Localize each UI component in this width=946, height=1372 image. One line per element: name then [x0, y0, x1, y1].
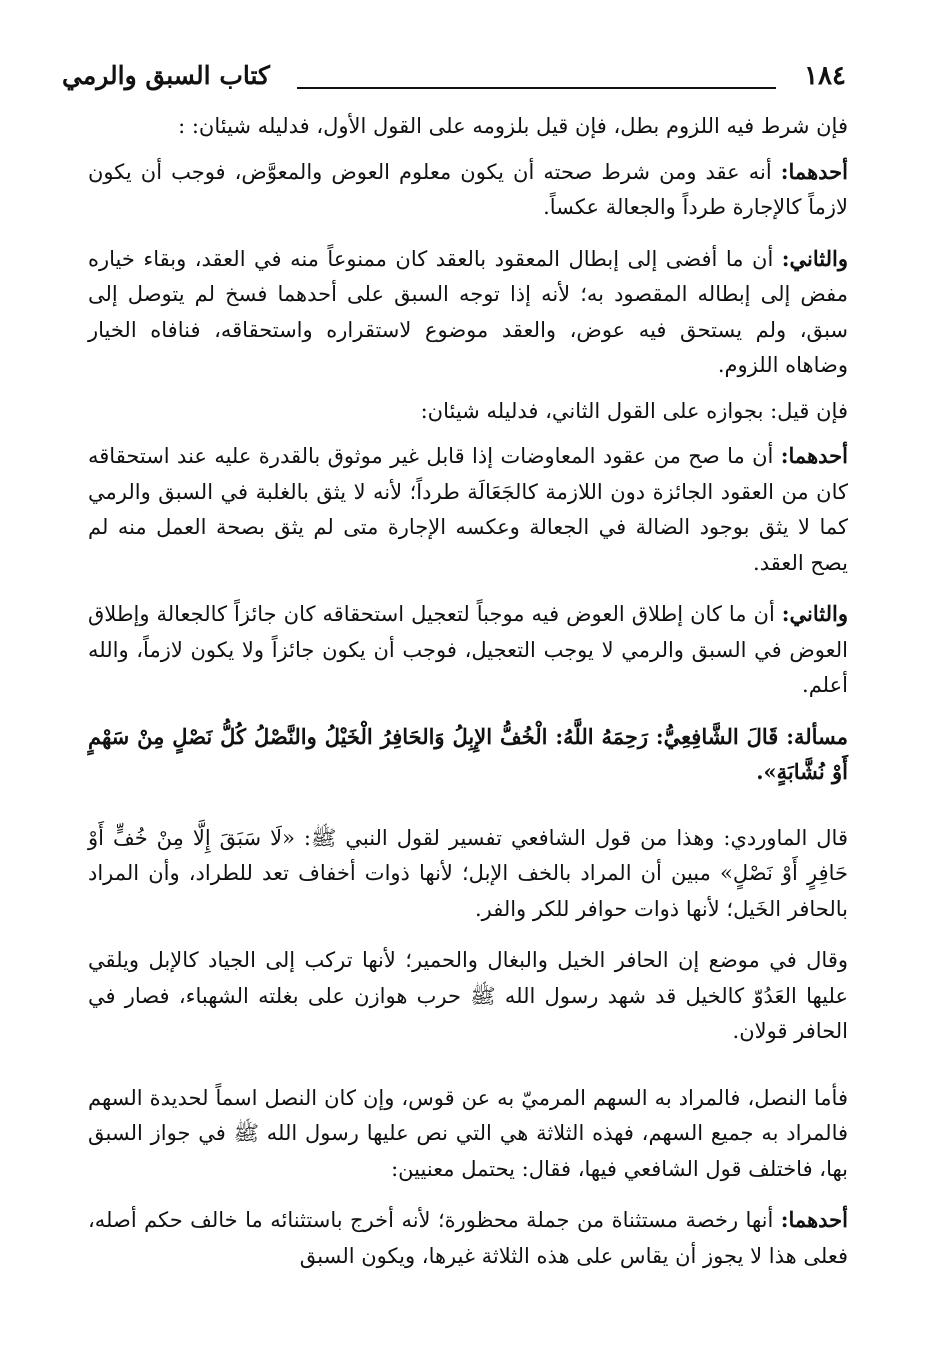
paragraph-text: قال الماوردي: وهذا من قول الشافعي تفسير لقول النبي ﷺ: «لَا سَبَقَ إِلَّا مِنْ خُفٍّ أَوْ حَافِرٍ أَوْ نَصْلٍ» مبين أن المراد بالخف الإبل؛ لأنها ذوات أخفاف تعد للطراد، وأن المراد بالحافر الخَيل؛ لأنها ذوات حوافر للكر والفر. [88, 825, 848, 921]
paragraph [88, 438, 848, 581]
page-header [62, 60, 846, 100]
paragraph-lead: أحدهما: [780, 1207, 848, 1232]
paragraph-text: فإن شرط فيه اللزوم بطل، فإن قيل بلزومه على القول الأول، فدليله شيئان: : [178, 114, 848, 138]
paragraph [88, 942, 848, 1050]
paragraph-lead: أحدهما: [780, 443, 848, 468]
page-number: ١٨٤ [804, 61, 846, 91]
paragraph-text: فأما النصل، فالمراد به السهم المرميّ به عن قوس، وإن كان النصل اسماً لحديدة السهم فالمراد به جميع السهم، فهذه الثلاثة هي التي نص عليها رسول الله ﷺ في جواز السبق بها، فاختلف قول الشافعي فيها، فقال: يحتمل معنيين: [88, 1085, 848, 1181]
paragraph-text: أن ما صح من عقود المعاوضات إذا قابل غير موثوق بالقدرة عليه عند استحقاقه كان من العقود الجائزة دون اللازمة كالجَعَالَة طرداً؛ لأنه لا يثق بالغلبة في السبق والرمي كما لا يثق بوجود الضالة في الجعالة وعكسه الإجارة متى لم يثق بصحة العمل منه لم يصح العقد. [88, 444, 848, 575]
paragraph [88, 154, 848, 226]
paragraph-text: أن ما أفضى إلى إبطال المعقود بالعقد كان ممنوعاً منه في العقد، وبقاء خياره مفض إلى إبطاله المقصود به؛ لأنه إذا توجه السبق على أحدهما فسخ لم يتوصل إلى سبق، ولم يستحق فيه عوض، والعقد موضوع لاستقراره واستحقاقه، فنافاه الخيار وضاهاه اللزوم. [88, 246, 848, 377]
paragraph [88, 1202, 848, 1274]
page-body [88, 108, 848, 1274]
paragraph-lead: مسألة: [786, 723, 848, 749]
paragraph [88, 1080, 848, 1188]
paragraph [88, 596, 848, 704]
paragraph-lead: والثاني: [781, 601, 848, 626]
header-rule [297, 87, 776, 89]
paragraph [88, 108, 848, 145]
paragraph-text: قَالَ الشَّافِعِيُّ: رَحِمَهُ اللَّهُ: الْخُفُّ الإِبِلُ وَالحَافِرُ الْخَيْلُ والنَّصْلُ كُلُّ نَصْلٍ مِنْ سَهْمٍ أَوْ نُشَّابَةٍ». [88, 723, 848, 784]
paragraph [88, 820, 848, 928]
paragraph-text: أنه عقد ومن شرط صحته أن يكون معلوم العوض والمعوَّض، فوجب أن يكون لازماً كالإجارة طرداً والجعالة عكساً. [88, 159, 848, 219]
paragraph [88, 241, 848, 384]
paragraph [88, 393, 848, 430]
paragraph-lead: أحدهما: [780, 158, 848, 184]
paragraph-text: فإن قيل: بجوازه على القول الثاني، فدليله شيئان: [420, 398, 848, 423]
paragraph-text: وقال في موضع إن الحافر الخيل والبغال والحمير؛ لأنها تركب إلى الجياد كالإبل ويلقي عليها العَدُوّ كالخيل قد شهد رسول الله ﷺ حرب هوازن على بغلته الشهباء، فصار في الحافر قولان. [88, 948, 848, 1043]
running-title: كتاب السبق والرمي [62, 61, 270, 90]
paragraph-text: أن ما كان إطلاق العوض فيه موجباً لتعجيل استحقاقه كان جائزاً كالجعالة وإطلاق العوض في السبق والرمي لا يوجب التعجيل، فوجب أن يكون جائزاً ولا يكون لازماً، والله أعلم. [88, 602, 848, 697]
paragraph-lead: والثاني: [781, 245, 848, 271]
masala-paragraph [88, 719, 848, 790]
paragraph-text: أنها رخصة مستثناة من جملة محظورة؛ لأنه أخرج باستثنائه ما خالف حكم أصله، فعلى هذا لا يجوز أن يقاس على هذه الثلاثة غيرها، ويكون السبق [88, 1208, 848, 1268]
